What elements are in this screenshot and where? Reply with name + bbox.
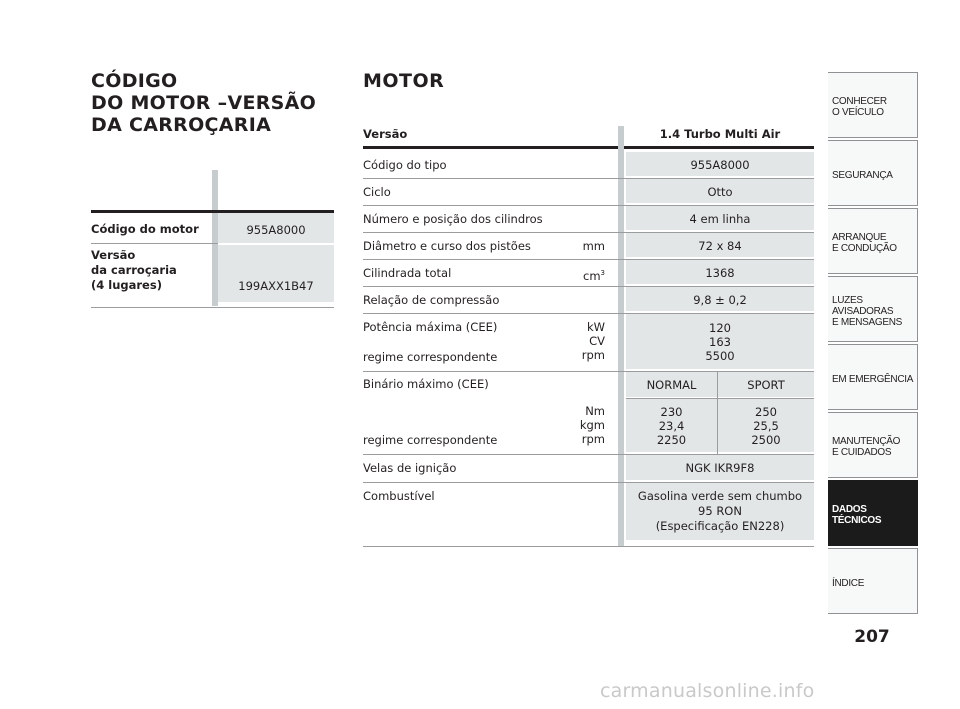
row-separator: [363, 205, 814, 206]
tab-seguranca[interactable]: [828, 140, 918, 206]
row-label-bore-stroke: Diâmetro e curso dos pistões: [363, 239, 531, 253]
version-header-label: Versão: [363, 127, 408, 141]
row-label-spark-plugs: Velas de ignição: [363, 461, 457, 475]
motor-table-divider-bar: [618, 126, 624, 547]
row-label-max-torque: Binário máximo (CEE): [363, 377, 489, 391]
mode-sport-header: SPORT: [747, 378, 785, 392]
body-version-value: 199AXX1B47: [238, 279, 314, 293]
row-label-cylinders: Número e posição dos cilindros: [363, 212, 543, 226]
torque-normal-kgm: 23,4: [658, 419, 685, 433]
motor-table-bottom-rule: [363, 546, 814, 547]
engine-code-value: 955A8000: [246, 223, 306, 237]
row-separator: [363, 178, 814, 179]
torque-sport-rpm: 2500: [751, 433, 781, 447]
row-label-max-power: Potência máxima (CEE): [363, 320, 498, 334]
tab-conhecer-o-veiculo[interactable]: [828, 72, 918, 138]
tab-label: LUZES AVISADORAS E MENSAGENS: [832, 294, 903, 328]
row-separator: [363, 454, 814, 455]
row-value-bore-stroke: 72 x 84: [698, 239, 742, 253]
title-line-1: CÓDIGO: [91, 70, 178, 92]
tab-label: DADOS TÉCNICOS: [832, 504, 882, 526]
left-table-value-cell: [218, 245, 334, 302]
torque-sport-kgm: 25,5: [753, 419, 779, 433]
row-separator: [363, 482, 814, 483]
row-value-cylinders: 4 em linha: [689, 212, 751, 226]
torque-unit-kgm: kgm: [579, 418, 605, 432]
row-separator: [626, 398, 814, 399]
tab-em-emergencia[interactable]: [828, 344, 918, 410]
page-number: 207: [854, 627, 890, 647]
row-label-compression: Relação de compressão: [363, 293, 500, 307]
row-separator: [363, 232, 814, 233]
tab-dados-tecnicos[interactable]: [828, 480, 918, 546]
row-separator: [363, 259, 814, 260]
power-value-kw: 120: [709, 321, 731, 335]
tab-label: CONHECER O VEÍCULO: [832, 96, 887, 118]
power-unit-cv: CV: [589, 334, 605, 348]
power-value-rpm: 5500: [705, 349, 735, 363]
tab-label: ARRANQUE E CONDUÇÃO: [832, 232, 897, 254]
tab-label: EM EMERGÊNCIA: [832, 373, 914, 385]
engine-code-label: Código do motor: [91, 222, 199, 236]
row-label-displacement: Cilindrada total: [363, 266, 452, 280]
row-value-spark-plugs: NGK IKR9F8: [685, 461, 755, 475]
torque-normal-rpm: 2250: [656, 433, 687, 447]
row-label-power-rpm: regime correspondente: [363, 350, 498, 364]
motor-table-top-rule: [363, 146, 814, 149]
title-line-3: DA CARROÇARIA: [91, 114, 272, 136]
torque-normal-nm: 230: [660, 405, 683, 419]
torque-sport-nm: 250: [755, 405, 777, 419]
mode-normal-header: NORMAL: [646, 378, 697, 392]
row-label-cycle: Ciclo: [363, 185, 391, 199]
tab-label: SEGURANÇA: [832, 169, 893, 181]
row-value-engine-type: 955A8000: [690, 158, 750, 172]
fuel-value-line-1: Gasolina verde sem chumbo: [637, 489, 803, 503]
title-line-2: DO MOTOR –VERSÃO: [91, 92, 317, 114]
row-label-engine-type: Código do tipo: [363, 158, 447, 172]
fuel-value-line-3: (Especificação EN228): [655, 519, 785, 533]
watermark: carmanualsonline.info: [600, 680, 815, 702]
version-header-value: 1.4 Turbo Multi Air: [659, 127, 781, 141]
motor-title: MOTOR: [363, 70, 445, 92]
tab-label: MANUTENÇÃO E CUIDADOS: [832, 436, 901, 458]
row-separator: [363, 286, 814, 287]
tab-arranque-e-conducao[interactable]: [828, 208, 918, 274]
row-value-compression: 9,8 ± 0,2: [693, 293, 747, 307]
body-version-label: Versão da carroçaria (4 lugares): [91, 248, 177, 292]
row-value-cycle: Otto: [707, 185, 733, 199]
tab-indice[interactable]: [828, 548, 918, 614]
torque-unit-nm: Nm: [585, 404, 605, 418]
power-unit-rpm: rpm: [581, 348, 605, 362]
power-unit-kw: kW: [586, 320, 605, 334]
engine-code-title: [91, 70, 331, 136]
torque-unit-rpm: rpm: [581, 432, 605, 446]
row-unit-displacement: $cm^3$: [583, 269, 605, 283]
tab-luzes-avisadoras[interactable]: [828, 276, 918, 342]
fuel-value-line-2: 95 RON: [698, 504, 742, 518]
row-label-fuel: Combustível: [363, 489, 435, 503]
left-table-bottom-rule: [91, 307, 334, 308]
row-label-torque-rpm: regime correspondente: [363, 433, 498, 447]
row-separator: [363, 313, 814, 314]
row-separator: [363, 371, 814, 372]
power-value-cv: 163: [709, 335, 731, 349]
row-value-displacement: 1368: [705, 266, 735, 280]
tab-label: ÍNDICE: [832, 577, 865, 589]
row-unit-bore-stroke: mm: [582, 239, 605, 253]
left-table-row-separator: [91, 243, 218, 244]
tab-manutencao-e-cuidados[interactable]: [828, 412, 918, 478]
